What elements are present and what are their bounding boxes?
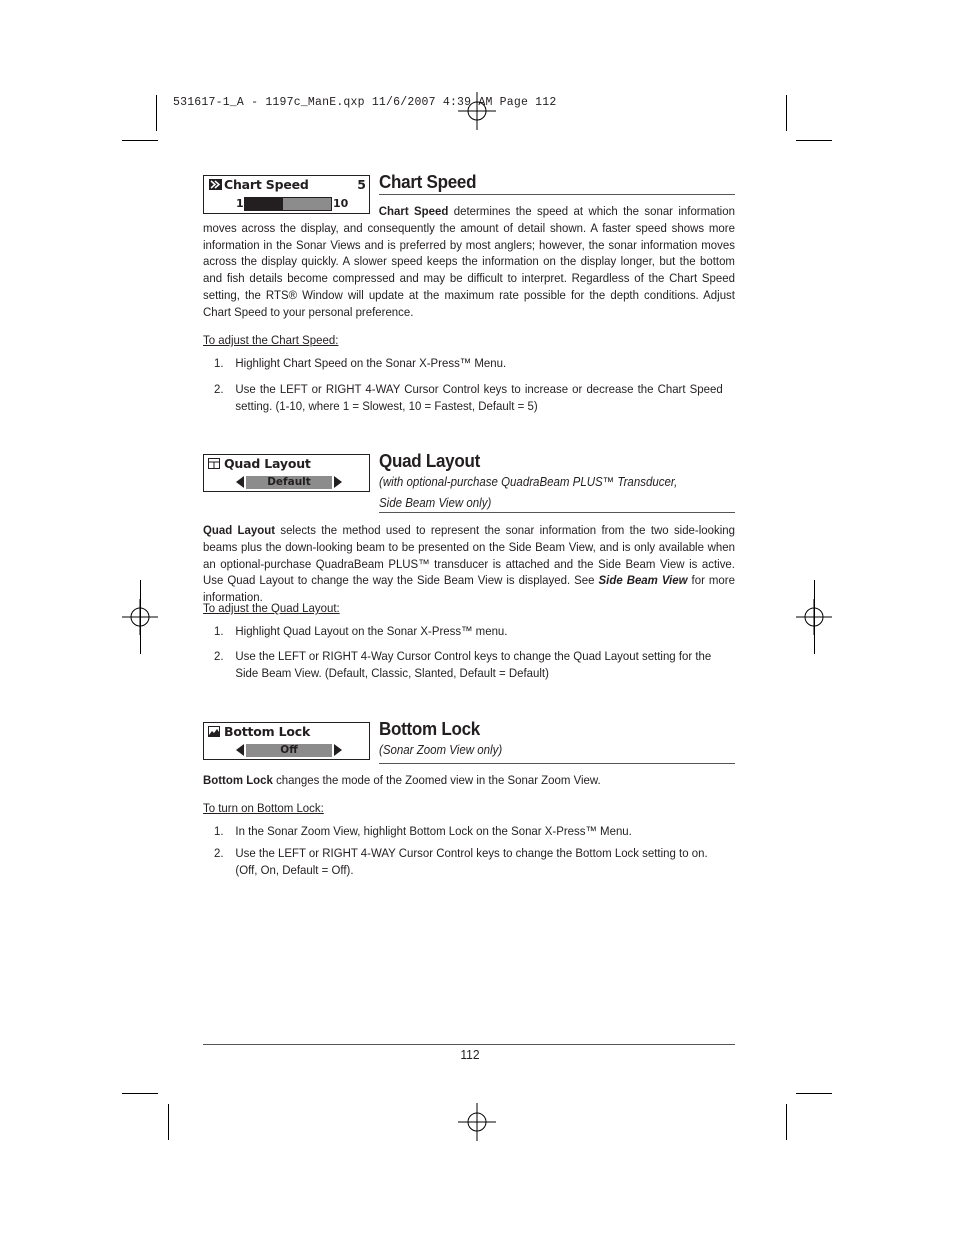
section-title: Bottom Lock xyxy=(379,718,480,739)
body-text: selects the method used to represent the sonar information from the two side-looking beams plus the down-looking beam to be presented on the Side Beam View, and is only available when an optional-purchase QuadraBeam PLUS™ transducer is attached and the Side Beam View is active. Use Quad Layout to change the way the Side Beam View is displayed. See xyxy=(203,523,735,588)
arrow-right-icon xyxy=(334,744,342,756)
step-number: 1. xyxy=(214,624,224,638)
menu-label: Bottom Lock xyxy=(224,724,311,739)
quad-layout-body xyxy=(203,522,735,606)
section-subtitle: Side Beam View only) xyxy=(379,496,492,510)
footer-rule xyxy=(203,1044,735,1045)
section-subtitle: (Sonar Zoom View only) xyxy=(379,743,503,757)
crop-mark xyxy=(156,95,157,131)
crop-mark xyxy=(814,580,815,654)
menu-label: Chart Speed xyxy=(224,177,309,192)
bottom-lock-icon xyxy=(208,726,220,737)
step-text: In the Sonar Zoom View, highlight Bottom Lock on the Sonar X-Press™ Menu. xyxy=(235,824,632,838)
crop-mark xyxy=(122,1093,158,1094)
registration-mark-icon xyxy=(458,92,496,130)
registration-mark-icon xyxy=(458,1103,496,1141)
menu-label: Quad Layout xyxy=(224,456,311,471)
body-text: changes the mode of the Zoomed view in the Sonar Zoom View. xyxy=(276,773,601,787)
menu-value-field xyxy=(246,476,332,489)
slider-max-label: 10 xyxy=(333,197,349,210)
body-text: for more information. xyxy=(203,573,735,605)
double-chevron-icon xyxy=(208,179,222,190)
arrow-left-icon xyxy=(236,476,244,488)
step-number: 1. xyxy=(214,356,224,370)
quad-layout-menu-widget xyxy=(203,454,370,492)
section-title: Quad Layout xyxy=(379,450,480,471)
crop-mark xyxy=(122,140,158,141)
body-cross-reference: Side Beam View xyxy=(598,573,688,588)
menu-value: 5 xyxy=(357,177,366,192)
bottom-lock-heading xyxy=(379,718,735,764)
quad-layout-icon xyxy=(208,458,220,469)
chart-speed-howto: To adjust the Chart Speed: xyxy=(203,333,339,347)
bottom-lock-body xyxy=(203,772,735,789)
step-text: Use the LEFT or RIGHT 4-WAY Cursor Control keys to increase or decrease the Chart Speed setting. (1-10, where 1 = Slowest, 10 = Fastest, Default = 5) xyxy=(235,382,723,413)
chart-speed-body xyxy=(203,203,735,321)
print-slug: 531617-1_A - 1197c_ManE.qxp 11/6/2007 4:39 AM Page 112 xyxy=(173,96,557,109)
menu-value: Off xyxy=(280,744,298,756)
body-lead: Chart Speed xyxy=(378,204,449,218)
crop-mark xyxy=(140,580,141,654)
crop-mark xyxy=(786,1104,787,1140)
step-number: 2. xyxy=(214,649,224,663)
page-number: 112 xyxy=(460,1047,480,1062)
crop-mark xyxy=(168,1104,169,1140)
chart-speed-heading xyxy=(379,171,735,195)
step-text: Use the LEFT or RIGHT 4-Way Cursor Control keys to change the Quad Layout setting for the Side Beam View. (Default, Classic, Slanted, Default = Default) xyxy=(235,649,712,680)
crop-mark xyxy=(796,1093,832,1094)
body-lead: Bottom Lock xyxy=(203,773,273,787)
crop-mark xyxy=(786,95,787,131)
arrow-right-icon xyxy=(334,476,342,488)
section-title: Chart Speed xyxy=(379,171,477,192)
body-lead: Quad Layout xyxy=(203,523,276,537)
slider-min-label: 1 xyxy=(236,197,244,210)
menu-value-field xyxy=(246,744,332,757)
crop-mark xyxy=(796,140,832,141)
step-number: 2. xyxy=(214,846,224,860)
step-text: Highlight Chart Speed on the Sonar X-Press™ Menu. xyxy=(235,356,507,370)
step-text: Use the LEFT or RIGHT 4-WAY Cursor Control keys to change the Bottom Lock setting to on. (Off, On, Default = Off). xyxy=(235,846,708,877)
section-subtitle: (with optional-purchase QuadraBeam PLUS™ Transducer, xyxy=(379,475,678,489)
step-number: 2. xyxy=(214,382,224,396)
quad-layout-howto: To adjust the Quad Layout: xyxy=(203,601,340,615)
arrow-left-icon xyxy=(236,744,244,756)
step-number: 1. xyxy=(214,824,224,838)
quad-layout-heading xyxy=(379,450,735,513)
bottom-lock-howto: To turn on Bottom Lock: xyxy=(203,801,324,815)
body-text: determines the speed at which the sonar information moves across the display, and consequently the amount of detail shown. A faster speed shows more information in the Sonar Views and is preferred by most anglers; however, the sonar information moves across the display quickly. A slower speed keeps the information on the display longer, but the bottom and fish details become compressed and may be difficult to interpret. Regardless of the Chart Speed setting, the RTS® Window will update at the maximum rate possible for the depth conditions. Adjust Chart Speed to your personal preference. xyxy=(203,204,735,319)
menu-value: Default xyxy=(267,476,311,488)
step-text: Highlight Quad Layout on the Sonar X-Press™ menu. xyxy=(235,624,508,638)
bottom-lock-menu-widget xyxy=(203,722,370,760)
